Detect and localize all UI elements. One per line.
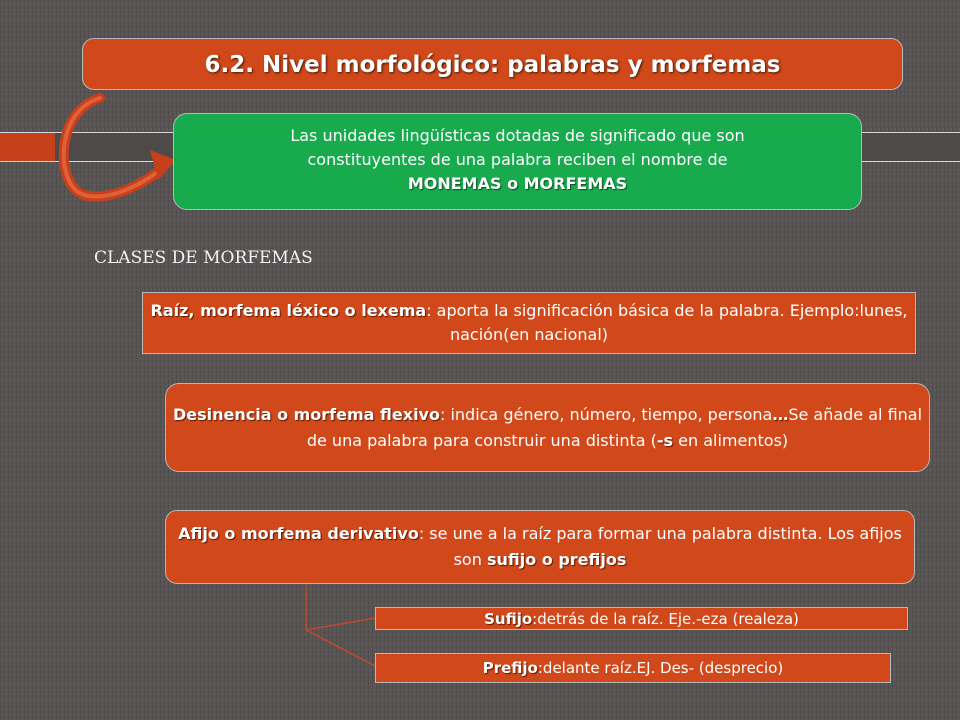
definition-term: MONEMAS o MORFEMAS: [407, 174, 628, 193]
sufijo-box: [375, 607, 908, 630]
desinencia-text-2: Se añade al final de una palabra para construir una distinta (: [306, 405, 923, 450]
definition-line-1: Las unidades lingüísticas dotadas de significado que son: [290, 126, 745, 145]
prefijo-term: Prefijo: [482, 659, 538, 677]
afijo-box: [165, 510, 915, 584]
afijo-text: : se une a la raíz para formar una palabra distinta. Los afijos son: [418, 524, 902, 569]
sufijo-text: :detrás de la raíz. Eje.-eza (realeza): [532, 610, 799, 628]
desinencia-term: Desinencia o morfema flexivo: [172, 405, 440, 424]
desinencia-ellipsis: …: [772, 405, 789, 424]
prefijo-text: :delante raíz.EJ. Des- (desprecio): [537, 659, 784, 677]
raiz-term: Raíz, morfema léxico o lexema: [150, 301, 427, 320]
desinencia-text-1: : indica género, número, tiempo, persona: [439, 405, 773, 424]
definition-line-2: constituyentes de una palabra reciben el nombre de: [307, 150, 728, 169]
page-title: 6.2. Nivel morfológico: palabras y morfemas: [82, 38, 903, 90]
tree-connector-sufijo: [306, 585, 375, 630]
section-heading: CLASES DE MORFEMAS: [94, 248, 313, 268]
desinencia-text-3: en alimentos): [673, 431, 789, 450]
raiz-box: [142, 292, 916, 354]
sufijo-term: Sufijo: [484, 610, 533, 628]
raiz-text: : aporta la significación básica de la palabra. Ejemplo:lunes, nación(en nacional): [426, 301, 908, 344]
afijo-term: Afijo o morfema derivativo: [178, 524, 419, 543]
tree-connector-prefijo: [306, 630, 375, 666]
afijo-term-2: sufijo o prefijos: [486, 550, 627, 569]
desinencia-example: -s: [656, 431, 674, 450]
desinencia-box: [165, 383, 930, 472]
definition-box: [173, 113, 862, 210]
prefijo-box: [375, 653, 891, 683]
